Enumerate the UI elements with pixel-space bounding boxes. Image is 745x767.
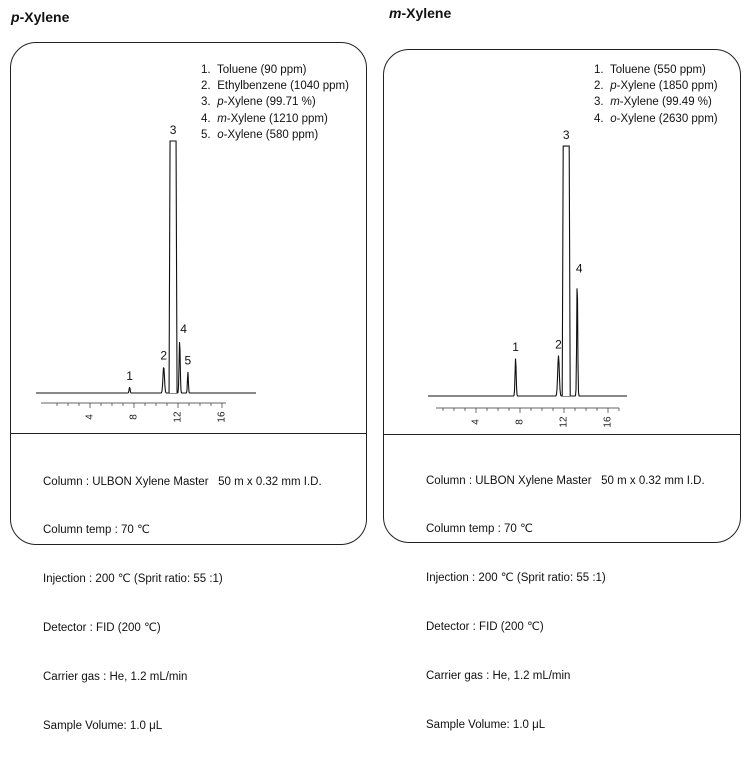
title-italic-prefix: m (389, 5, 402, 21)
condition-line: Sample Volume: 1.0 μL (43, 720, 163, 733)
peak-legend (201, 62, 349, 143)
panel-divider (384, 434, 740, 435)
condition-line: Column : ULBON Xylene Master 50 m x 0.32 mm I.D. (43, 475, 322, 488)
legend-item: 1. Toluene (550 ppm) (594, 64, 706, 76)
peak-main (562, 146, 570, 396)
x-tick-label: 12 (558, 416, 570, 428)
chart-title-p-xylene (11, 9, 69, 25)
condition-line: Sample Volume: 1.0 μL (426, 719, 546, 732)
x-tick-label: 8 (514, 419, 526, 425)
panel-divider (11, 433, 366, 434)
peak-label: 2 (555, 337, 562, 352)
legend-item: 3. m-Xylene (99.49 %) (594, 96, 712, 109)
legend-item: 3. p-Xylene (99.71 %) (201, 96, 316, 109)
peak-main (169, 141, 177, 393)
condition-line: Carrier gas : He, 1.2 mL/min (43, 671, 188, 684)
chromatogram-panel-m-xylene (383, 49, 741, 732)
condition-line: Detector : FID (200 ℃) (43, 622, 161, 635)
peak-label: 5 (184, 353, 192, 368)
condition-line: Column : ULBON Xylene Master 50 m x 0.32 mm I.D. (426, 474, 705, 487)
chromatogram-trace (428, 288, 627, 396)
condition-line: Column temp : 70 ℃ (43, 524, 150, 537)
x-tick-label: 12 (172, 411, 184, 423)
x-tick-label: 8 (128, 414, 140, 420)
chromatogram-panel-p-xylene (10, 42, 367, 733)
title-italic-prefix: p (11, 9, 20, 25)
peak-label: 2 (160, 348, 168, 363)
x-tick-label: 16 (216, 411, 228, 423)
legend-item: 2. p-Xylene (1850 ppm) (594, 80, 718, 93)
peak-legend (594, 62, 718, 127)
condition-line: Column temp : 70 ℃ (426, 523, 533, 536)
analysis-conditions (43, 441, 322, 767)
peak-label: 4 (180, 322, 187, 337)
peak-label: 4 (575, 261, 583, 276)
condition-line: Injection : 200 ℃ (Sprit ratio: 55 :1) (43, 573, 223, 586)
legend-item: 4. o-Xylene (2630 ppm) (594, 112, 718, 125)
chromatogram-trace (36, 342, 256, 393)
title-rest: -Xylene (401, 5, 452, 21)
condition-line: Injection : 200 ℃ (Sprit ratio: 55 :1) (426, 572, 606, 585)
analysis-conditions (426, 440, 705, 766)
x-tick-label: 4 (84, 414, 96, 420)
peak-label: 1 (126, 369, 133, 383)
x-tick-label: 4 (470, 419, 482, 425)
legend-item: 1. Toluene (90 ppm) (201, 64, 307, 76)
peak-label: 3 (562, 128, 570, 143)
peak-label: 3 (169, 123, 177, 137)
title-rest: -Xylene (19, 9, 70, 25)
peak-label: 1 (512, 339, 519, 354)
legend-item: 2. Ethylbenzene (1040 ppm) (201, 80, 349, 93)
chart-title-m-xylene (389, 5, 451, 21)
condition-line: Carrier gas : He, 1.2 mL/min (426, 670, 571, 683)
condition-line: Detector : FID (200 ℃) (426, 621, 544, 634)
legend-item: 4. m-Xylene (1210 ppm) (201, 112, 328, 125)
x-tick-label: 16 (602, 416, 614, 428)
legend-item: 5. o-Xylene (580 ppm) (201, 128, 319, 141)
